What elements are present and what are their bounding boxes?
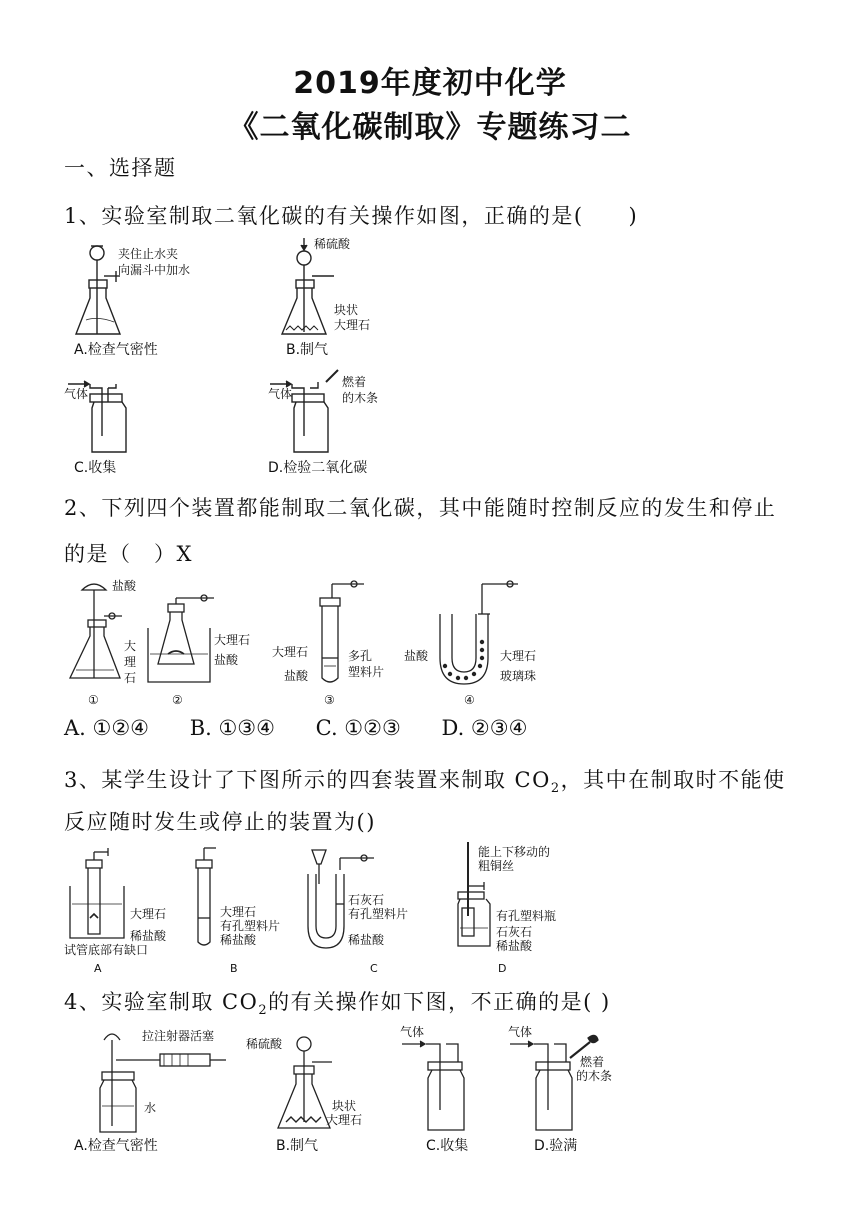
q3-b-plate: 有孔塑料片	[220, 919, 281, 933]
q4-d-gas: 气体	[508, 1025, 533, 1039]
q3-a-acid: 稀盐酸	[130, 929, 167, 943]
q1-apparatus-b	[282, 238, 334, 334]
q4-b-caption: B.制气	[276, 1138, 319, 1154]
q3-c-lime: 石灰石	[348, 893, 385, 907]
q3-apparatus-a	[70, 848, 124, 938]
q2-text-1: 2、下列四个装置都能制取二氧化碳，其中能随时控制反应的发生和停止	[64, 496, 777, 520]
q4-text-b: 的有关操作如下图，不正确的是( )	[268, 990, 611, 1014]
q2-apparatus-1	[70, 584, 122, 678]
q2-num-3: ③	[324, 693, 335, 707]
q2-apparatus-2	[148, 595, 214, 682]
q4-b-note-2: 大理石	[326, 1113, 363, 1127]
q4-a-note: 拉注射器活塞	[142, 1029, 215, 1043]
q1-d-note-2: 的木条	[342, 391, 379, 405]
q3-b-marble: 大理石	[220, 905, 257, 919]
q3-c-acid: 稀盐酸	[348, 933, 385, 947]
q2-text-2: 的是（ ）X	[64, 542, 193, 566]
q1-b-caption: B.制气	[286, 342, 329, 358]
q3-a-marble: 大理石	[130, 907, 167, 921]
title-line-1: 2019年度初中化学	[293, 66, 567, 101]
q2-option-d[interactable]: D. ②③④	[441, 716, 528, 740]
q2-acid-2: 盐酸	[214, 653, 239, 667]
q2-num-2: ②	[172, 693, 183, 707]
q4-d-note-1: 燃着	[580, 1055, 605, 1069]
q3-text-1-sub: 2	[550, 781, 561, 797]
q1-a-note-2: 向漏斗中加水	[118, 263, 191, 277]
q1-b-note-3: 大理石	[334, 318, 371, 332]
q2-marble-1b: 理	[124, 655, 137, 669]
q3-b-cap: B	[230, 962, 238, 975]
q3-d-bottle: 有孔塑料瓶	[496, 909, 557, 923]
q2-num-4: ④	[464, 693, 475, 707]
q3-text-2: 反应随时发生或停止的装置为()	[64, 810, 376, 834]
q4-a-caption: A.检查气密性	[74, 1138, 158, 1154]
q3-text-1b: ，其中在制取时不能使	[560, 768, 786, 792]
q3-c-cap: C	[370, 962, 378, 975]
q3-a-cap: A	[94, 962, 102, 975]
q3-text-1	[64, 764, 786, 796]
q1-c-caption: C.收集	[74, 460, 117, 476]
q1-apparatus-d	[270, 370, 338, 452]
q1-d-caption: D.检验二氧化碳	[268, 460, 368, 476]
q3-a-note: 试管底部有缺口	[64, 943, 149, 957]
q2-figure	[64, 574, 554, 708]
q3-c-plate: 有孔塑料片	[348, 907, 409, 921]
q2-acid-1: 盐酸	[112, 579, 137, 593]
title-line-2: 《二氧化碳制取》专题练习二	[228, 110, 632, 145]
q2-num-1: ①	[88, 693, 99, 707]
q4-apparatus-c	[402, 1041, 464, 1130]
q3-b-acid: 稀盐酸	[220, 933, 257, 947]
q2-plate-3a: 多孔	[348, 649, 373, 663]
q3-figure	[64, 842, 564, 978]
q3-d-lime: 石灰石	[496, 925, 533, 939]
q2-plate-3b: 塑料片	[348, 665, 385, 679]
q4-b-acid: 稀硫酸	[246, 1037, 283, 1051]
q4-text-a: 4、实验室制取 CO	[64, 990, 259, 1014]
q3-d-cap: D	[498, 962, 507, 975]
q1-d-note-1: 燃着	[342, 375, 367, 389]
q2-options	[64, 716, 561, 740]
q4-text	[64, 986, 611, 1018]
q1-a-note-1: 夹住止水夹	[118, 247, 179, 261]
q1-c-gas: 气体	[64, 387, 89, 401]
q1-b-note-2: 块状	[334, 303, 359, 317]
q2-acid-4: 盐酸	[404, 649, 429, 663]
q3-text-1a: 3、某学生设计了下图所示的四套装置来制取 CO	[64, 768, 551, 792]
q2-beads-4: 玻璃珠	[500, 669, 537, 683]
q4-apparatus-b	[278, 1037, 332, 1128]
q4-figure	[64, 1022, 644, 1156]
q3-d-acid: 稀盐酸	[496, 939, 533, 953]
q2-option-b[interactable]: B. ①③④	[189, 716, 275, 740]
q2-marble-1a: 大	[124, 639, 137, 653]
q4-c-gas: 气体	[400, 1025, 425, 1039]
q1-d-gas: 气体	[268, 387, 293, 401]
q1-text: 1、实验室制取二氧化碳的有关操作如图，正确的是( )	[64, 204, 639, 228]
q4-apparatus-a	[100, 1034, 226, 1132]
q4-d-caption: D.验满	[534, 1138, 578, 1154]
q1-figure	[64, 236, 394, 476]
q4-text-sub: 2	[258, 1003, 269, 1019]
q3-apparatus-b	[196, 848, 216, 945]
q2-acid-3: 盐酸	[284, 669, 309, 683]
q3-d-wire-2: 粗铜丝	[478, 859, 515, 873]
q4-a-water: 水	[144, 1101, 157, 1115]
q2-option-c[interactable]: C. ①②③	[315, 716, 401, 740]
q2-marble-3: 大理石	[272, 645, 309, 659]
q2-option-a[interactable]: A. ①②④	[64, 716, 149, 740]
section-heading: 一、选择题	[64, 156, 177, 180]
q1-apparatus-a	[76, 246, 120, 334]
q1-a-caption: A.检查气密性	[74, 342, 158, 358]
q2-marble-2: 大理石	[214, 633, 251, 647]
q2-marble-1c: 石	[124, 671, 137, 685]
q4-b-note-1: 块状	[332, 1099, 357, 1113]
q4-c-caption: C.收集	[426, 1138, 469, 1154]
q3-d-wire-1: 能上下移动的	[478, 845, 551, 859]
q2-marble-4: 大理石	[500, 649, 537, 663]
q1-b-note-1: 稀硫酸	[314, 237, 351, 251]
q4-d-note-2: 的木条	[576, 1069, 613, 1083]
